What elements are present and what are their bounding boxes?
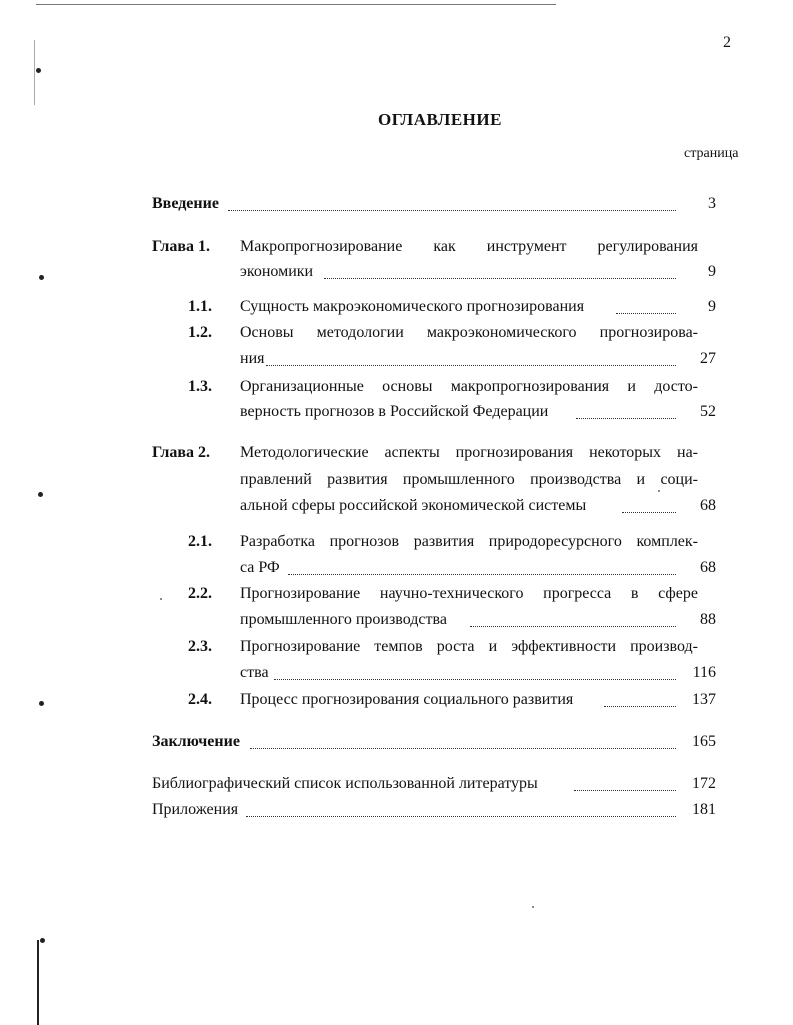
toc-page-number: 137: [692, 691, 716, 708]
toc-entry-label-cont: ния: [240, 350, 265, 367]
toc-entry-label: Основы методологии макроэкономического прогнозирова-: [240, 324, 698, 341]
toc-page-number: 181: [692, 801, 716, 818]
left-scan-edge-lower: [37, 940, 39, 1025]
toc-page-number: 172: [692, 775, 716, 792]
toc-entry-label: Методологические аспекты прогнозирования некоторых на-: [240, 444, 698, 461]
toc-page-number: 165: [692, 733, 716, 750]
toc-page-number: 68: [700, 497, 716, 514]
toc-page-number: 68: [700, 559, 716, 576]
toc-section-number: 2.4.: [188, 691, 212, 708]
toc-leader: [288, 560, 676, 575]
toc-entry-label: Библиографический список использованной литературы: [152, 775, 538, 792]
toc-page-number: 52: [700, 403, 716, 420]
toc-section-number: 1.1.: [188, 298, 212, 315]
toc-section-number: 1.3.: [188, 378, 212, 395]
toc-entry-label: Сущность макроэкономического прогнозирования: [240, 298, 585, 315]
toc-leader: [274, 665, 676, 680]
toc-page-number: 116: [692, 664, 716, 681]
toc-page-number: 27: [700, 350, 716, 367]
toc-entry-label-cont: ства: [240, 664, 269, 681]
toc-entry-label: Организационные основы макропрогнозирования и досто-: [240, 378, 698, 395]
scan-speck: [658, 490, 660, 492]
toc-section-number: 2.3.: [188, 638, 212, 655]
toc-chapter-label: Глава 2.: [152, 444, 210, 461]
page-title: ОГЛАВЛЕНИЕ: [378, 110, 502, 129]
top-scan-edge: [36, 4, 556, 5]
toc-entry-label: Прогнозирование научно-технического прогресса в сфере: [240, 585, 698, 602]
toc-entry-label-cont: са РФ: [240, 559, 280, 576]
punch-hole-mark: [39, 701, 44, 706]
toc-section-number: 1.2.: [188, 324, 212, 341]
toc-entry-label-cont: промышленного производства: [240, 611, 447, 628]
toc-section-number: 2.1.: [188, 533, 212, 550]
toc-entry-label: Макропрогнозирование как инструмент регулирования: [240, 238, 698, 255]
toc-entry-label: Заключение: [152, 733, 240, 750]
toc-leader: [228, 196, 676, 211]
toc-entry-label: Прогнозирование темпов роста и эффективности производ-: [240, 638, 698, 655]
toc-entry-label: Разработка прогнозов развития природоресурсного комплек-: [240, 533, 698, 550]
page-column-label: страница: [684, 146, 739, 161]
toc-entry-label: Процесс прогнозирования социального развития: [240, 691, 574, 708]
left-scan-edge-upper: [34, 40, 35, 105]
toc-entry-label: Введение: [152, 195, 219, 212]
punch-hole-mark: [39, 275, 44, 280]
punch-hole-mark: [38, 492, 43, 497]
toc-leader: [266, 351, 676, 366]
toc-section-number: 2.2.: [188, 585, 212, 602]
punch-hole-mark: [36, 68, 41, 73]
toc-entry-label: Приложения: [152, 801, 239, 818]
scan-speck: [532, 906, 534, 908]
toc-entry-label-cont: экономики: [240, 263, 314, 280]
page-number: 2: [723, 34, 731, 51]
toc-leader: [470, 612, 676, 627]
toc-page-number: 9: [708, 298, 716, 315]
toc-entry-label-cont: альной сферы российской экономической системы: [240, 497, 587, 514]
toc-leader: [246, 802, 676, 817]
toc-page-number: 88: [700, 611, 716, 628]
toc-entry-label-cont: правлений развития промышленного производства и соци-: [240, 471, 698, 488]
toc-entry-label-cont: верность прогнозов в Российской Федерации: [240, 403, 549, 420]
toc-leader: [324, 264, 676, 279]
toc-leader: [250, 734, 676, 749]
toc-page-number: 9: [708, 263, 716, 280]
toc-page-number: 3: [708, 195, 716, 212]
punch-hole-mark: [40, 938, 45, 943]
toc-chapter-label: Глава 1.: [152, 238, 210, 255]
